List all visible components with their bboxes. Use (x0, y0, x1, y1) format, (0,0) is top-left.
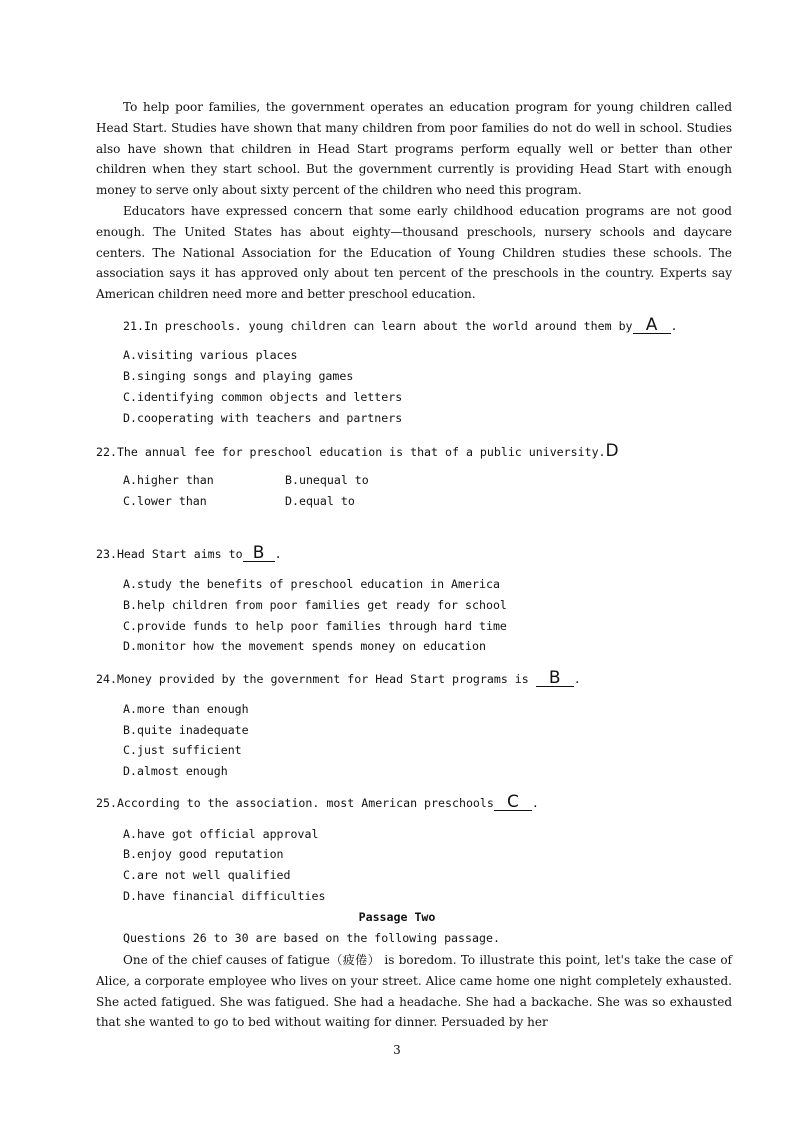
question-24-option-a: A.more than enough (123, 702, 249, 716)
question-22-stem (96, 441, 619, 461)
question-25-option-d: D.have financial difficulties (123, 889, 326, 903)
question-24-option-d: D.almost enough (123, 764, 228, 778)
question-24-option-c: C.just sufficient (123, 743, 242, 757)
page-number: 3 (393, 1043, 401, 1057)
question-22-text: 22.The annual fee for preschool education is that of a public university. (96, 445, 606, 459)
question-21-option-b: B.singing songs and playing games (123, 369, 354, 383)
question-24-stem: 24.Money provided by the government for Head Start programs is B . (96, 668, 581, 688)
question-24-option-b: B.quite inadequate (123, 723, 249, 737)
question-22-option-d: D.equal to (285, 494, 355, 508)
question-24-text: 24.Money provided by the government for Head Start programs is (96, 672, 529, 686)
question-22-option-b: B.unequal to (285, 473, 369, 487)
passage-one-paragraph-1: To help poor families, the government operates an education program for young children called Head Start. Studies have shown that many children from poor families do not do well in school. Studies also have shown that children in Head Start programs perform equally well or better than other children when they start school. But the government currently is providing Head Start with enough money to serve only about sixty percent of the children who need this program. (96, 100, 732, 198)
question-22-option-a: A.higher than (123, 473, 214, 487)
question-23-option-d: D.monitor how the movement spends money on education (123, 639, 486, 653)
question-23-option-a: A.study the benefits of preschool education in America (123, 577, 500, 591)
question-25-option-b: B.enjoy good reputation (123, 847, 284, 861)
question-25-option-a: A.have got official approval (123, 827, 319, 841)
passage-two-paragraph: One of the chief causes of fatigue（疲倦） is boredom. To illustrate this point, let's take the case of Alice, a corporate employee who lives on your street. Alice came home one night completely exhausted. She acted fatigued. She was fatigued. She had a headache. She had a backache. She was so exhausted that she wanted to go to bed without waiting for dinner. Persuaded by her (96, 953, 732, 1030)
answer-blank-25 (494, 792, 532, 812)
question-21-option-a: A.visiting various places (123, 348, 298, 362)
passage-one-paragraph-2: Educators have expressed concern that some early childhood education programs are not good enough. The United States has about eighty—thousand preschools, nursery schools and daycare centers. The National Association for the Education of Young Children studies these schools. The association says it has approved only about ten percent of the preschools in the country. Experts say American children need more and better preschool education. (96, 204, 732, 302)
question-21-option-d: D.cooperating with teachers and partners (123, 411, 403, 425)
passage-two-intro: Questions 26 to 30 are based on the following passage. (123, 931, 500, 945)
question-22-option-c: C.lower than (123, 494, 207, 508)
answer-blank-23 (243, 543, 275, 563)
question-23-text: 23.Head Start aims to (96, 547, 243, 561)
question-23-option-b: B.help children from poor families get ready for school (123, 598, 507, 612)
answer-23: B (252, 543, 265, 563)
passage-two-title: Passage Two (358, 910, 436, 924)
answer-blank-21 (633, 315, 671, 335)
question-21-text: 21.In preschools. young children can learn about the world around them by (123, 319, 633, 333)
question-21-option-c: C.identifying common objects and letters (123, 390, 403, 404)
question-25-option-c: C.are not well qualified (123, 868, 291, 882)
answer-22: D (605, 441, 619, 461)
question-23-stem: 23.Head Start aims to B . (96, 543, 282, 563)
question-21-stem: 21.In preschools. young children can learn about the world around them by A . (123, 315, 678, 335)
question-25-stem: 25.According to the association. most American preschools C . (96, 792, 539, 812)
answer-21: A (645, 315, 658, 335)
question-23-option-c: C.provide funds to help poor families through hard time (123, 619, 507, 633)
answer-blank-24 (536, 668, 574, 688)
answer-25: C (506, 792, 519, 812)
question-25-text: 25.According to the association. most American preschools (96, 796, 494, 810)
answer-24: B (548, 668, 561, 688)
